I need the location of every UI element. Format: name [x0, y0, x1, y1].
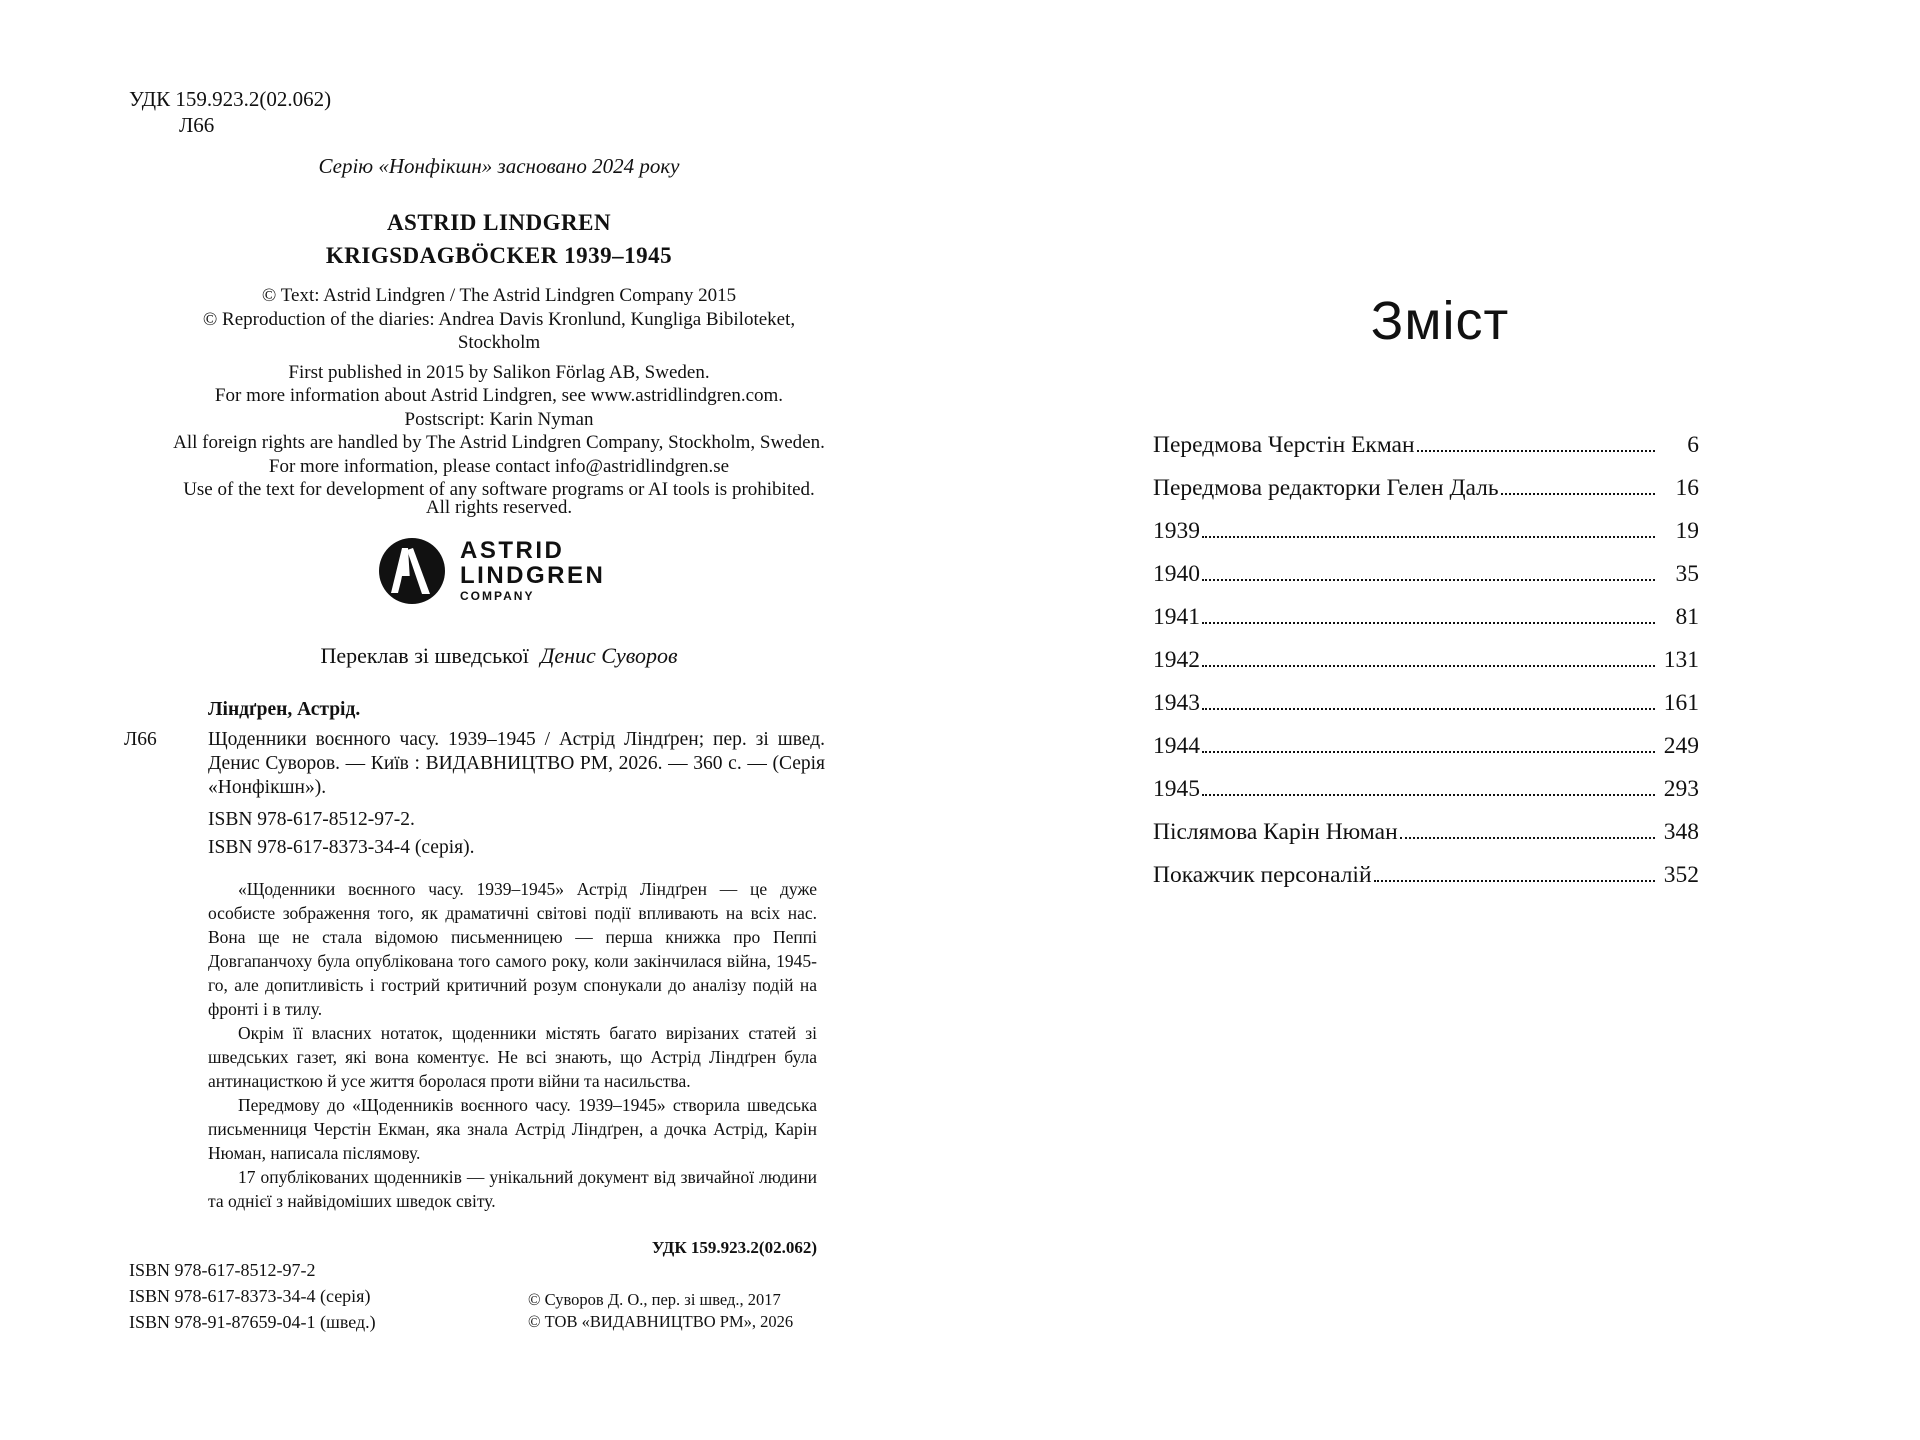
- rights-line: For more information about Astrid Lindgren, see www.astridlindgren.com.: [214, 385, 784, 406]
- toc-entry[interactable]: [1153, 604, 1699, 647]
- toc-entry[interactable]: [1153, 647, 1699, 690]
- toc-entry[interactable]: [1153, 819, 1699, 862]
- copyright-item: © Суворов Д. О., пер. зі швед., 2017: [528, 1290, 781, 1309]
- toc-leader: [1374, 880, 1655, 882]
- toc-entry-title: Передмова Черстін Екман: [1153, 432, 1415, 458]
- toc-entry-page: 19: [1675, 518, 1699, 544]
- toc-entry-title: 1940: [1153, 561, 1200, 587]
- rights-line: Stockholm: [457, 332, 541, 353]
- toc-title: Зміст: [1370, 291, 1510, 351]
- toc-entry[interactable]: [1153, 690, 1699, 733]
- toc-entry-title: 1945: [1153, 776, 1200, 802]
- astrid-lindgren-company-logo: [379, 538, 619, 610]
- toc-entry-title: Покажчик персоналій: [1153, 862, 1372, 888]
- original-edition: [129, 206, 869, 272]
- rights-line: © Reproduction of the diaries: Andrea Davis Kronlund, Kungliga Bibiloteket,: [202, 308, 796, 330]
- catalog-description: Щоденники воєнного часу. 1939–1945 / Астрід Ліндґрен; пер. зі швед. Денис Суворов. — Київ : ВИДАВНИЦТВО РМ, 2026. — 360 с. — (Серія «Нонфікшн»).: [208, 729, 825, 798]
- right-page: [960, 0, 1920, 1440]
- catalog-code: Л66: [124, 729, 157, 750]
- toc-entry-title: 1944: [1153, 733, 1200, 759]
- library-code: Л66: [179, 113, 215, 137]
- toc-entry-title: 1939: [1153, 518, 1200, 544]
- rights-line: All foreign rights are handled by The Astrid Lindgren Company, Stockholm, Sweden.: [173, 432, 825, 453]
- translator-line: [129, 643, 869, 669]
- toc-entry-page: 161: [1663, 690, 1699, 716]
- isbn-list: [129, 1257, 376, 1335]
- translator-label: Переклав зі шведської: [320, 643, 529, 668]
- toc-entry-title: 1941: [1153, 604, 1200, 630]
- rights-block: [129, 284, 869, 502]
- rights-line: Use of the text for development of any software programs or AI tools is prohibited.: [183, 479, 815, 500]
- logo-line-3: COMPANY: [460, 589, 535, 603]
- toc-entry-page: 16: [1675, 475, 1699, 501]
- logo-wordmark: [460, 538, 605, 604]
- toc-entry[interactable]: [1153, 561, 1699, 604]
- udk-code: УДК 159.923.2(02.062): [129, 87, 332, 111]
- original-title: KRIGSDAGBÖCKER 1939–1945: [325, 243, 673, 268]
- toc-entry[interactable]: [1153, 475, 1699, 518]
- toc-entry-title: Післямова Карін Нюман: [1153, 819, 1398, 845]
- isbn-item: ISBN 978-617-8373-34-4 (серія): [129, 1286, 371, 1306]
- toc-leader: [1501, 493, 1655, 495]
- toc-entry-page: 352: [1663, 862, 1699, 888]
- isbn-item: ISBN 978-617-8512-97-2: [129, 1260, 316, 1280]
- annotation-paragraph: Окрім її власних нотаток, щоденники містять багато вирізаних статей зі шведських газет, які вона коментує. Не всі знають, що Астрід Ліндґрен була антинацисткою й усе життя боролася проти війни та насильства.: [208, 1023, 817, 1091]
- annotation: [208, 877, 817, 1213]
- toc-leader: [1202, 665, 1655, 667]
- toc-entry-title: 1943: [1153, 690, 1200, 716]
- logo-line-2: LINDGREN: [460, 562, 606, 589]
- toc-entry-title: Передмова редакторки Гелен Даль: [1153, 475, 1499, 501]
- toc-entry-page: 348: [1663, 819, 1699, 845]
- toc-entry[interactable]: [1153, 776, 1699, 819]
- all-rights-reserved: All rights reserved.: [425, 497, 573, 518]
- udk-block: [129, 86, 331, 138]
- toc-entry-page: 131: [1663, 647, 1699, 673]
- isbn-item: ISBN 978-91-87659-04-1 (швед.): [129, 1312, 376, 1332]
- rights-line: © Text: Astrid Lindgren / The Astrid Lindgren Company 2015: [261, 285, 737, 306]
- copyright-item: © ТОВ «ВИДАВНИЦТВО РМ», 2026: [528, 1312, 794, 1331]
- toc-leader: [1202, 708, 1655, 710]
- catalog-author: Ліндґрен, Астрід.: [208, 699, 361, 720]
- toc-entry-page: 6: [1687, 432, 1699, 458]
- toc-leader: [1202, 536, 1655, 538]
- original-author: ASTRID LINDGREN: [386, 210, 612, 235]
- rights-line: Postscript: Karin Nyman: [404, 408, 594, 430]
- toc-leader: [1202, 579, 1655, 581]
- toc-leader: [1202, 794, 1655, 796]
- toc-entry-page: 81: [1675, 604, 1699, 630]
- toc-entry-page: 35: [1675, 561, 1699, 587]
- catalog-isbn: ISBN 978-617-8512-97-2.: [208, 809, 415, 830]
- udk-bottom: УДК 159.923.2(02.062): [651, 1238, 817, 1257]
- toc-entry-page: 293: [1663, 776, 1699, 802]
- toc-entry-title: 1942: [1153, 647, 1200, 673]
- rights-line: For more information, please contact info@astridlindgren.se: [268, 455, 730, 477]
- logo-mark-icon: [379, 538, 445, 604]
- toc-leader: [1202, 622, 1655, 624]
- series-note: Серію «Нонфікшн» засновано 2024 року: [318, 154, 680, 178]
- catalog-isbn-series: ISBN 978-617-8373-34-4 (серія).: [208, 837, 475, 858]
- toc-entry[interactable]: [1153, 432, 1699, 475]
- toc-entry[interactable]: [1153, 518, 1699, 561]
- annotation-paragraph: Передмову до «Щоденників воєнного часу. 1939–1945» створила шведська письменниця Черстін Екман, яка знала Астрід Ліндґрен, а дочка Астрід, Карін Нюман, написала післямову.: [208, 1095, 817, 1163]
- annotation-paragraph: 17 опублікованих щоденників — унікальний документ від звичайної людини та однієї з найвідоміших шведок світу.: [208, 1167, 817, 1211]
- translator-name: Денис Суворов: [540, 643, 678, 668]
- toc-leader: [1400, 837, 1655, 839]
- toc-entry[interactable]: [1153, 733, 1699, 776]
- copyright-list: [528, 1289, 793, 1333]
- toc-leader: [1202, 751, 1655, 753]
- annotation-paragraph: «Щоденники воєнного часу. 1939–1945» Астрід Ліндґрен — це дуже особисте зображення того, як драматичні світові події впливають на всіх нас. Вона ще не стала відомою письменницею — перша книжка про Пеппі Довгапанчоху була опублікована того самого року, коли закінчилася війна, 1945-го, але допитливість і гострий критичний розум спонукали до аналізу подій на фронті і в тилу.: [208, 879, 817, 1019]
- table-of-contents: [1153, 432, 1699, 905]
- toc-entry[interactable]: [1153, 862, 1699, 905]
- toc-entry-page: 249: [1663, 733, 1699, 759]
- logo-line-1: ASTRID: [460, 537, 565, 564]
- rights-line: First published in 2015 by Salikon Förlag AB, Sweden.: [288, 361, 710, 383]
- toc-leader: [1417, 450, 1655, 452]
